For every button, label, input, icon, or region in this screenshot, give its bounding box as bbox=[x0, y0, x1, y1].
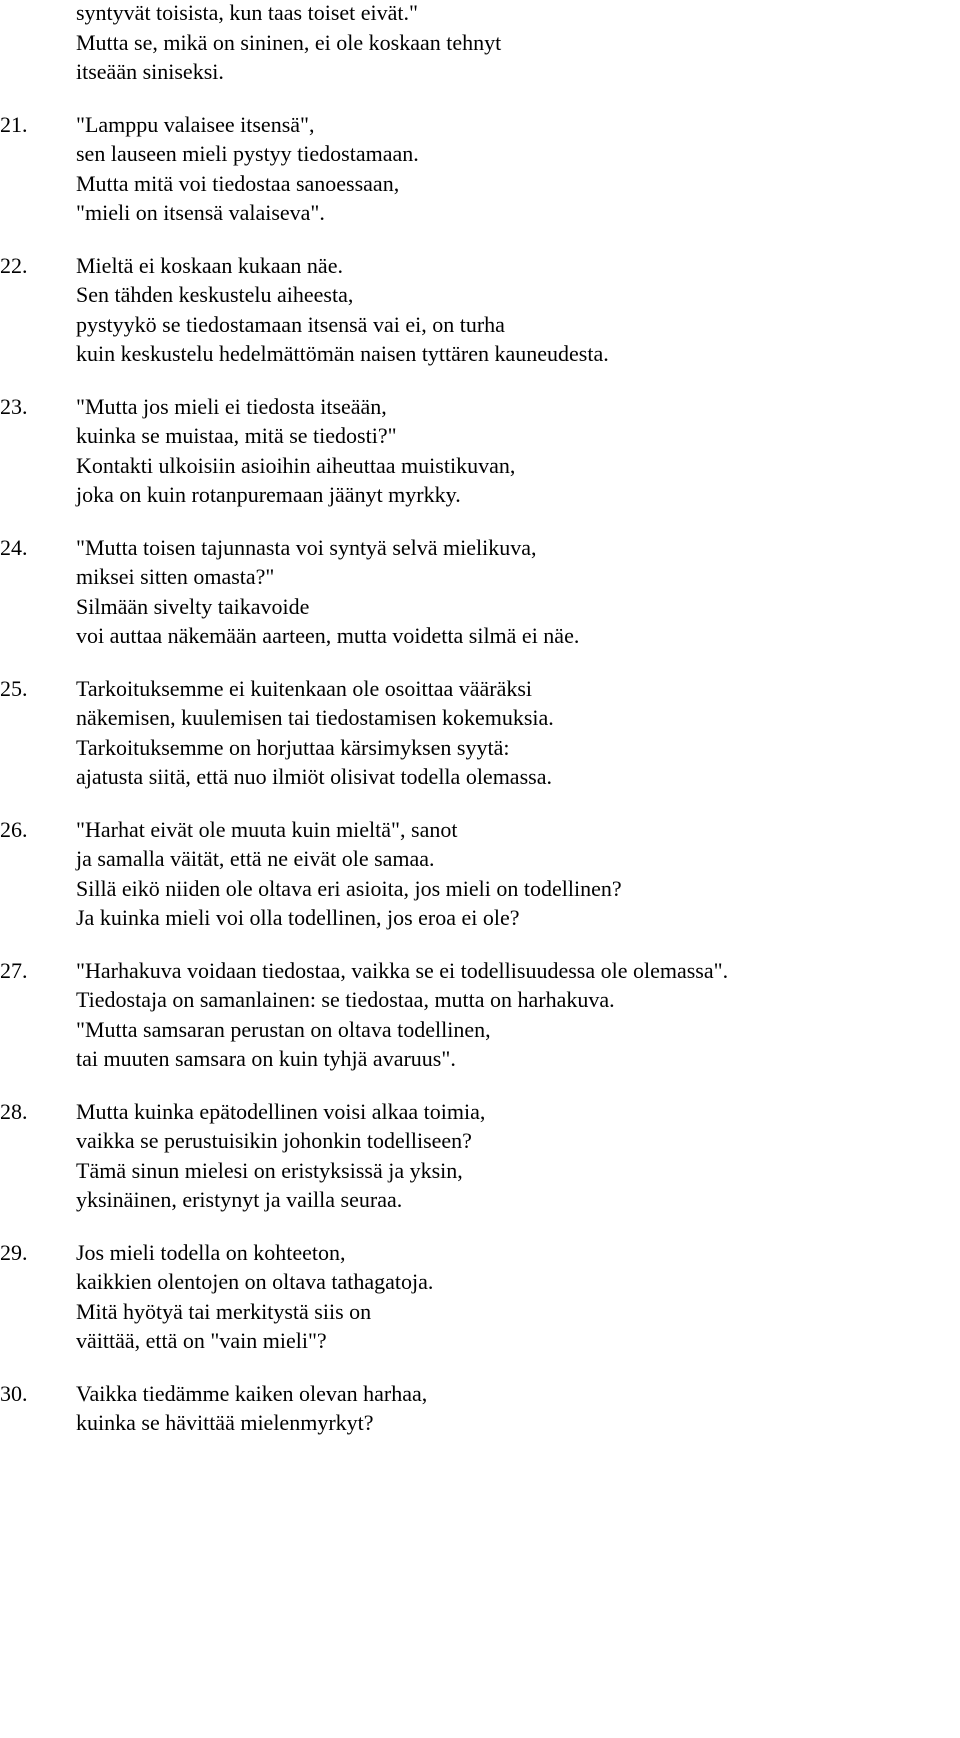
verse-body bbox=[76, 1097, 960, 1215]
text-line: kuinka se muistaa, mitä se tiedosti?" bbox=[76, 423, 397, 448]
verse-27 bbox=[0, 956, 960, 1074]
text-line: "Harhakuva voidaan tiedostaa, vaikka se ei todellisuudessa ole olemassa". bbox=[76, 957, 729, 983]
verse-number: 25. bbox=[0, 675, 28, 701]
text-line: Tarkoituksemme on horjuttaa kärsimyksen syytä: bbox=[76, 734, 510, 760]
text-line: Mutta se, mikä on sininen, ei ole koskaan tehnyt bbox=[76, 29, 502, 55]
verse-number: 22. bbox=[0, 252, 28, 278]
text-line: Ja kuinka mieli voi olla todellinen, jos eroa ei ole? bbox=[76, 905, 520, 930]
verse-number: 30. bbox=[0, 1380, 28, 1406]
text-line: Jos mieli todella on kohteeton, bbox=[76, 1239, 346, 1265]
text-line: Mutta mitä voi tiedostaa sanoessaan, bbox=[76, 170, 400, 196]
text-line: "Mutta toisen tajunnasta voi syntyä selvä mielikuva, bbox=[76, 534, 537, 560]
text-line: "Harhat eivät ole muuta kuin mieltä", sanot bbox=[76, 816, 458, 842]
text-line: ajatusta siitä, että nuo ilmiöt olisivat todella olemassa. bbox=[76, 764, 552, 789]
text-line: Mutta kuinka epätodellinen voisi alkaa toimia, bbox=[76, 1098, 486, 1124]
verse-number: 23. bbox=[0, 393, 28, 419]
verse-25 bbox=[0, 674, 960, 792]
verse-body bbox=[76, 110, 960, 228]
verse-body bbox=[76, 674, 960, 792]
text-line: Mieltä ei koskaan kukaan näe. bbox=[76, 252, 343, 278]
text-line: vaikka se perustuisikin johonkin todelliseen? bbox=[76, 1128, 472, 1153]
text-line: Sen tähden keskustelu aiheesta, bbox=[76, 282, 354, 307]
verse-number: 24. bbox=[0, 534, 28, 560]
text-line: Kontakti ulkoisiin asioihin aiheuttaa muistikuvan, bbox=[76, 452, 516, 478]
text-line: kaikkien olentojen on oltava tathagatoja. bbox=[76, 1269, 434, 1294]
text-line: väittää, että on "vain mieli"? bbox=[76, 1328, 327, 1353]
text-line: syntyvät toisista, kun taas toiset eivät." bbox=[76, 0, 418, 25]
text-line: Silmään sivelty taikavoide bbox=[76, 593, 310, 619]
verse-number: 27. bbox=[0, 957, 28, 983]
verse-body bbox=[76, 1238, 960, 1356]
verse-24 bbox=[0, 533, 960, 651]
text-line: pystyykö se tiedostamaan itsensä vai ei, on turha bbox=[76, 311, 505, 337]
text-line: Sillä eikö niiden ole oltava eri asioita, jos mieli on todellinen? bbox=[76, 875, 622, 901]
text-line: Vaikka tiedämme kaiken olevan harhaa, bbox=[76, 1380, 428, 1406]
text-line: "Mutta samsaran perustan on oltava todellinen, bbox=[76, 1016, 491, 1042]
text-line: itseään siniseksi. bbox=[76, 59, 224, 84]
text-line: kuin keskustelu hedelmättömän naisen tyttären kauneudesta. bbox=[76, 341, 609, 366]
verse-number: 26. bbox=[0, 816, 28, 842]
verse-23 bbox=[0, 392, 960, 510]
text-line: kuinka se hävittää mielenmyrkyt? bbox=[76, 1410, 374, 1435]
text-line: yksinäinen, eristynyt ja vailla seuraa. bbox=[76, 1187, 403, 1212]
text-line: "Lamppu valaisee itsensä", bbox=[76, 111, 315, 137]
text-line: "Mutta jos mieli ei tiedosta itseään, bbox=[76, 393, 387, 419]
verse-30 bbox=[0, 1379, 960, 1438]
text-line: "mieli on itsensä valaiseva". bbox=[76, 200, 325, 225]
verse-body bbox=[76, 392, 960, 510]
verse-body bbox=[76, 1379, 960, 1438]
verse-body bbox=[76, 956, 960, 1074]
text-line: miksei sitten omasta?" bbox=[76, 564, 275, 589]
text-line: sen lauseen mieli pystyy tiedostamaan. bbox=[76, 141, 419, 166]
text-line: joka on kuin rotanpuremaan jäänyt myrkky. bbox=[76, 482, 461, 507]
verse-number: 29. bbox=[0, 1239, 28, 1265]
verse-22 bbox=[0, 251, 960, 369]
verse-number: 28. bbox=[0, 1098, 28, 1124]
verse-body bbox=[76, 533, 960, 651]
text-line: tai muuten samsara on kuin tyhjä avaruus". bbox=[76, 1046, 456, 1071]
verse-number: 21. bbox=[0, 111, 28, 137]
lead-fragment bbox=[76, 0, 960, 87]
verse-26 bbox=[0, 815, 960, 933]
text-line: voi auttaa näkemään aarteen, mutta voidetta silmä ei näe. bbox=[76, 623, 580, 648]
text-line: Tarkoituksemme ei kuitenkaan ole osoittaa vääräksi bbox=[76, 675, 533, 701]
verse-body bbox=[76, 815, 960, 933]
text-line: Mitä hyötyä tai merkitystä siis on bbox=[76, 1298, 372, 1324]
verse-body bbox=[76, 251, 960, 369]
verse-28 bbox=[0, 1097, 960, 1215]
text-line: Tiedostaja on samanlainen: se tiedostaa, mutta on harhakuva. bbox=[76, 987, 615, 1012]
verse-21 bbox=[0, 110, 960, 228]
text-line: ja samalla väität, että ne eivät ole samaa. bbox=[76, 846, 435, 871]
text-line: Tämä sinun mielesi on eristyksissä ja yksin, bbox=[76, 1157, 463, 1183]
text-line: näkemisen, kuulemisen tai tiedostamisen kokemuksia. bbox=[76, 705, 554, 730]
verse-29 bbox=[0, 1238, 960, 1356]
